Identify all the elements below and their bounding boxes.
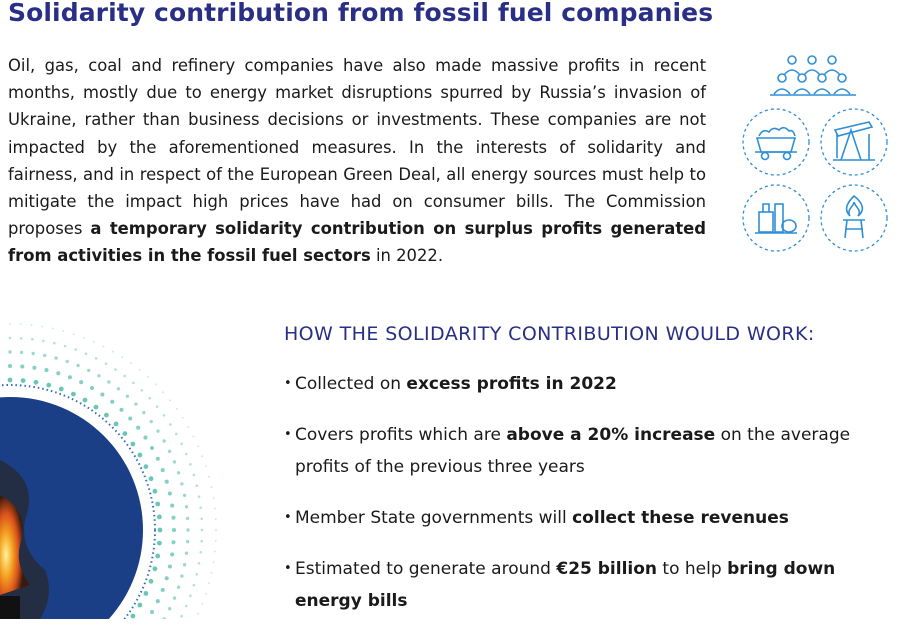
decor-dot — [71, 392, 76, 397]
decor-dot — [8, 364, 12, 368]
decor-dot — [138, 453, 143, 458]
decor-dot — [121, 356, 123, 358]
decor-dot — [132, 382, 135, 385]
decor-dot — [180, 574, 183, 577]
decor-dot — [32, 366, 36, 370]
decor-dot — [213, 561, 215, 563]
gas-flame-icon — [843, 196, 865, 238]
decor-dot — [34, 380, 39, 385]
decor-dot — [42, 340, 45, 343]
decor-dot — [56, 371, 60, 375]
decor-dot — [187, 426, 189, 428]
decor-dot — [185, 505, 188, 508]
decor-dot — [68, 375, 72, 379]
decor-dot — [104, 413, 109, 418]
decor-dot — [142, 411, 145, 414]
bullet-text: Covers profits which are — [295, 425, 507, 445]
decor-dot — [162, 391, 164, 393]
decor-dot — [46, 383, 51, 388]
decor-dot — [150, 420, 153, 423]
decor-dot — [168, 607, 171, 610]
decor-dot — [31, 338, 34, 341]
decor-dot — [93, 341, 95, 343]
decor-dot — [195, 484, 198, 487]
decor-dot — [156, 405, 159, 408]
bullet-bold: bring down energy bills — [295, 559, 836, 611]
bullet-bold: above a 20% increase — [506, 425, 716, 445]
decor-dot — [205, 465, 207, 467]
decor-dot — [180, 615, 183, 618]
decor-dot — [156, 599, 160, 603]
decor-dot — [130, 362, 132, 364]
decor-dot — [31, 324, 33, 326]
people-group-icon — [770, 56, 856, 95]
decor-dot — [163, 439, 166, 442]
decor-dot — [119, 408, 123, 412]
decor-dot — [59, 387, 64, 392]
decor-dot — [183, 494, 186, 497]
decor-dot — [211, 486, 213, 488]
intro-tail: in 2022. — [370, 246, 444, 266]
decor-dot — [177, 586, 180, 589]
decor-dot — [143, 436, 147, 440]
bullet-text: Estimated to generate around — [295, 559, 557, 579]
decor-dot — [117, 387, 120, 390]
decor-dot — [185, 552, 188, 555]
intro-text: Oil, gas, coal and refinery companies have also made massive profits in recent months, mostly due to energy market disruptions spurred by Russia’s invasion of Ukraine, rather than business decisions or investments. These companies are not impacted by the aforementioned measures. In the interests of solidarity and fairness, and in respect of the European Green Deal, all energy sources must help to mitigate the impact high prices have had on consumer bills. The Commission proposes — [8, 56, 706, 239]
decor-dot — [173, 460, 176, 463]
decor-dot — [20, 351, 23, 354]
decor-dot — [136, 426, 140, 430]
decor-dot — [176, 408, 178, 410]
decor-dot — [157, 541, 162, 546]
decor-dot — [180, 482, 183, 485]
decor-dot — [168, 491, 172, 495]
decor-dot — [32, 352, 35, 355]
decor-dot — [144, 591, 149, 596]
decor-dot — [163, 414, 166, 417]
decor-dot — [95, 357, 98, 360]
decor-dot — [128, 416, 132, 420]
decor-dot — [198, 495, 201, 498]
decor-dot — [149, 476, 154, 481]
decor-dot — [193, 474, 196, 477]
decor-dot — [100, 392, 104, 396]
decor-dot — [200, 540, 203, 543]
decor-dot — [208, 582, 210, 584]
bullet-text: Collected on — [295, 374, 407, 394]
decor-dot — [131, 614, 136, 619]
decor-dot — [79, 380, 83, 384]
decor-dot — [107, 380, 110, 383]
decor-dot — [83, 337, 85, 339]
decor-dot — [148, 397, 151, 400]
decor-dot — [144, 464, 149, 469]
decor-dot — [123, 431, 128, 436]
decor-dot — [165, 576, 169, 580]
decor-dot — [199, 506, 202, 509]
intro-paragraph — [8, 52, 706, 270]
decor-dot — [131, 442, 136, 447]
bullet-bold: collect these revenues — [572, 508, 789, 528]
decor-dot — [41, 326, 43, 328]
decor-dot — [62, 330, 64, 332]
decor-dot — [215, 529, 217, 531]
decor-dot — [169, 399, 171, 401]
decor-dot — [205, 593, 207, 595]
decor-dot — [20, 323, 22, 325]
decor-dot — [54, 356, 57, 359]
decor-dot — [186, 528, 189, 531]
decor-dot — [195, 573, 198, 576]
decor-dot — [76, 364, 79, 367]
icon-panel — [735, 48, 895, 258]
decor-dot — [186, 517, 189, 520]
decor-dot — [8, 350, 11, 353]
decor-dot — [150, 610, 154, 614]
decor-dot — [197, 613, 199, 615]
decor-dot — [175, 433, 178, 436]
decor-dot — [158, 528, 163, 533]
oil-pump-icon — [833, 122, 875, 160]
decor-dot — [214, 551, 216, 553]
decor-dot — [215, 518, 217, 520]
decor-dot — [208, 476, 210, 478]
refinery-icon — [755, 204, 797, 233]
decor-dot — [170, 552, 174, 556]
coal-cart-icon — [755, 128, 797, 160]
decor-dot — [103, 346, 105, 348]
intro-bold: a temporary solidarity contribution on surplus profits generated from activities in the fossil fuel sectors — [8, 219, 706, 266]
decor-dot — [186, 540, 189, 543]
decor-dot — [172, 528, 176, 532]
decor-dot — [123, 375, 126, 378]
decor-dot — [112, 351, 114, 353]
decor-dot — [156, 457, 160, 461]
decor-dot — [74, 348, 77, 351]
decor-dot — [8, 378, 13, 383]
decor-dot — [200, 517, 203, 520]
decor-dot — [21, 378, 26, 383]
decor-dot — [177, 471, 180, 474]
decor-dot — [201, 455, 203, 457]
decor-dot — [201, 603, 203, 605]
decor-dot — [20, 364, 24, 368]
decor-dot — [161, 468, 165, 472]
decor-dot — [114, 422, 119, 427]
bullet-bold: excess profits in 2022 — [406, 374, 617, 394]
decor-dot — [53, 342, 56, 345]
decor-dot — [44, 368, 48, 372]
decor-dot — [189, 594, 192, 597]
decor-dot — [185, 453, 188, 456]
decor-dot — [153, 489, 158, 494]
decor-dot — [110, 400, 114, 404]
decor-dot — [43, 354, 46, 357]
decor-dot — [134, 402, 137, 405]
decor-dot — [155, 554, 160, 559]
decor-dot — [193, 584, 196, 587]
decor-dot — [66, 360, 69, 363]
decor-dot — [150, 446, 154, 450]
decor-dot — [155, 383, 157, 385]
decor-dot — [189, 463, 192, 466]
decor-dot — [73, 333, 75, 335]
bullet-list — [284, 368, 884, 636]
page-title: Solidarity contribution from fossil fuel companies — [8, 0, 714, 27]
decor-dot — [193, 436, 195, 438]
decor-dot — [52, 328, 54, 330]
decor-dot — [156, 429, 159, 432]
decor-dot — [9, 323, 11, 325]
decor-dot — [161, 588, 165, 592]
decor-dot — [85, 352, 88, 355]
decor-dot — [197, 445, 199, 447]
bullet-bold: €25 billion — [556, 559, 658, 579]
decor-dot — [155, 502, 160, 507]
decor-dot — [169, 423, 172, 426]
decor-dot — [157, 515, 162, 520]
bullet-item — [284, 419, 884, 483]
decor-dot — [90, 386, 94, 390]
decor-dot — [114, 368, 117, 371]
bullet-text: Member State governments will — [295, 508, 573, 528]
decor-dot — [165, 480, 169, 484]
decor-dot — [211, 572, 213, 574]
decor-dot — [153, 566, 158, 571]
decor-dot — [126, 395, 129, 398]
decor-dot — [214, 508, 216, 510]
bullet-text: to help — [657, 559, 728, 579]
decor-dot — [168, 564, 172, 568]
decor-dot — [173, 596, 176, 599]
gas-flare-illustration — [0, 280, 230, 619]
decor-dot — [201, 529, 204, 532]
decor-dot — [185, 605, 188, 608]
decor-dot — [171, 516, 175, 520]
decor-dot — [64, 345, 67, 348]
bullet-text: on the average profits of the previous three years — [295, 425, 851, 477]
bullet-item — [284, 368, 884, 400]
decor-dot — [182, 417, 184, 419]
decor-dot — [198, 562, 201, 565]
decor-dot — [9, 337, 12, 340]
decor-dot — [97, 374, 100, 377]
decor-dot — [138, 603, 143, 608]
decor-dot — [140, 389, 143, 392]
decor-dot — [139, 369, 141, 371]
decor-dot — [149, 579, 154, 584]
bullet-item — [284, 502, 884, 534]
decor-dot — [87, 369, 90, 372]
decor-dot — [170, 504, 174, 508]
decor-dot — [94, 405, 99, 410]
decor-dot — [147, 376, 149, 378]
decor-dot — [171, 540, 175, 544]
decor-dot — [20, 337, 23, 340]
decor-dot — [215, 540, 217, 542]
decor-dot — [183, 563, 186, 566]
decor-dot — [213, 497, 215, 499]
subheading: HOW THE SOLIDARITY CONTRIBUTION WOULD WORK: — [284, 323, 815, 345]
decor-dot — [180, 442, 183, 445]
decor-dot — [105, 362, 108, 365]
decor-dot — [168, 450, 171, 453]
decor-dot — [83, 398, 88, 403]
bullet-item — [284, 553, 884, 617]
decor-dot — [199, 551, 202, 554]
